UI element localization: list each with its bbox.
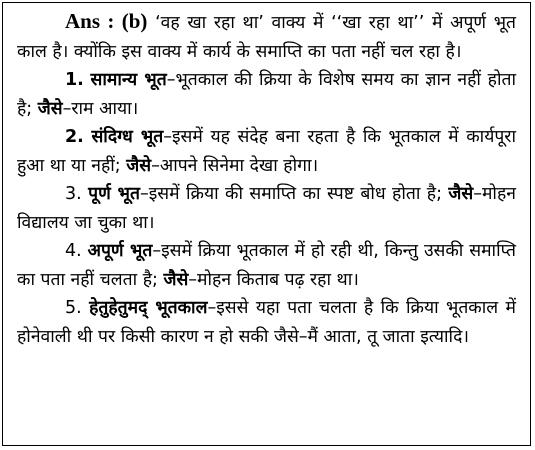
item-5-body: –इससे यहा पता चलता है कि क्रिया भूतकाल में होनेवाली थी पर किसी कारण न हो सकी जैसे–मैं आता, तू जाता इत्यादि।: [17, 298, 517, 347]
item-4: [17, 237, 516, 294]
item-1-example-label: जैसे: [37, 98, 63, 119]
item-1-example-text: –राम आया।: [62, 98, 139, 119]
item-2-body: –इसमें यह संदेह बना रहता है कि भूतकाल में कार्यपूरा हुआ था या नहीं;: [17, 127, 516, 176]
answer-intro-text: ‘वह खा रहा था’ वाक्य में ‘‘खा रहा था’’ में अपूर्ण भूत काल है। क्योंकि इस वाक्य में कार्य के समाप्ति का पता नहीं चल रहा है।: [17, 13, 517, 62]
item-1-number: 1.: [65, 70, 84, 90]
item-2: [17, 123, 516, 180]
answer-intro: [17, 7, 516, 66]
item-1-body: –भूतकाल की क्रिया के विशेष समय का ज्ञान नहीं होता है;: [17, 70, 516, 119]
item-4-example-text: –मोहन किताब पढ़ रहा था।: [188, 269, 359, 290]
item-3-example-text: –मोहन विद्यालय जा चुका था।: [17, 184, 516, 233]
item-2-example-label: जैसे: [126, 155, 152, 176]
item-5-term: हेतुहेतुमद् भूतकाल: [89, 298, 208, 318]
item-1-term: सामान्य भूत: [90, 70, 167, 90]
item-5: [17, 294, 516, 351]
item-4-example-label: जैसे: [163, 269, 189, 290]
answer-box: [2, 2, 531, 446]
item-2-number: 2.: [65, 127, 84, 147]
item-3-number: 3.: [65, 184, 82, 204]
item-3: [17, 180, 516, 237]
answer-label: Ans : (b): [65, 9, 148, 33]
item-4-body: –इसमें क्रिया भूतकाल में हो रही थी, किन्तु उसकी समाप्ति का पता नहीं चलता है;: [17, 241, 516, 290]
item-3-term: पूर्ण भूत: [88, 184, 140, 204]
item-1: [17, 66, 516, 123]
item-2-term: संदिग्ध भूत: [91, 127, 164, 147]
item-4-term: अपूर्ण भूत: [87, 241, 153, 261]
item-3-body: –इसमें क्रिया की समाप्ति का स्पष्ट बोध होता है;: [139, 184, 442, 204]
item-2-example-text: –आपने सिनेमा देखा होगा।: [151, 155, 319, 176]
item-4-number: 4.: [65, 241, 82, 261]
item-5-number: 5.: [65, 298, 82, 318]
item-3-example-label: जैसे: [448, 184, 474, 204]
